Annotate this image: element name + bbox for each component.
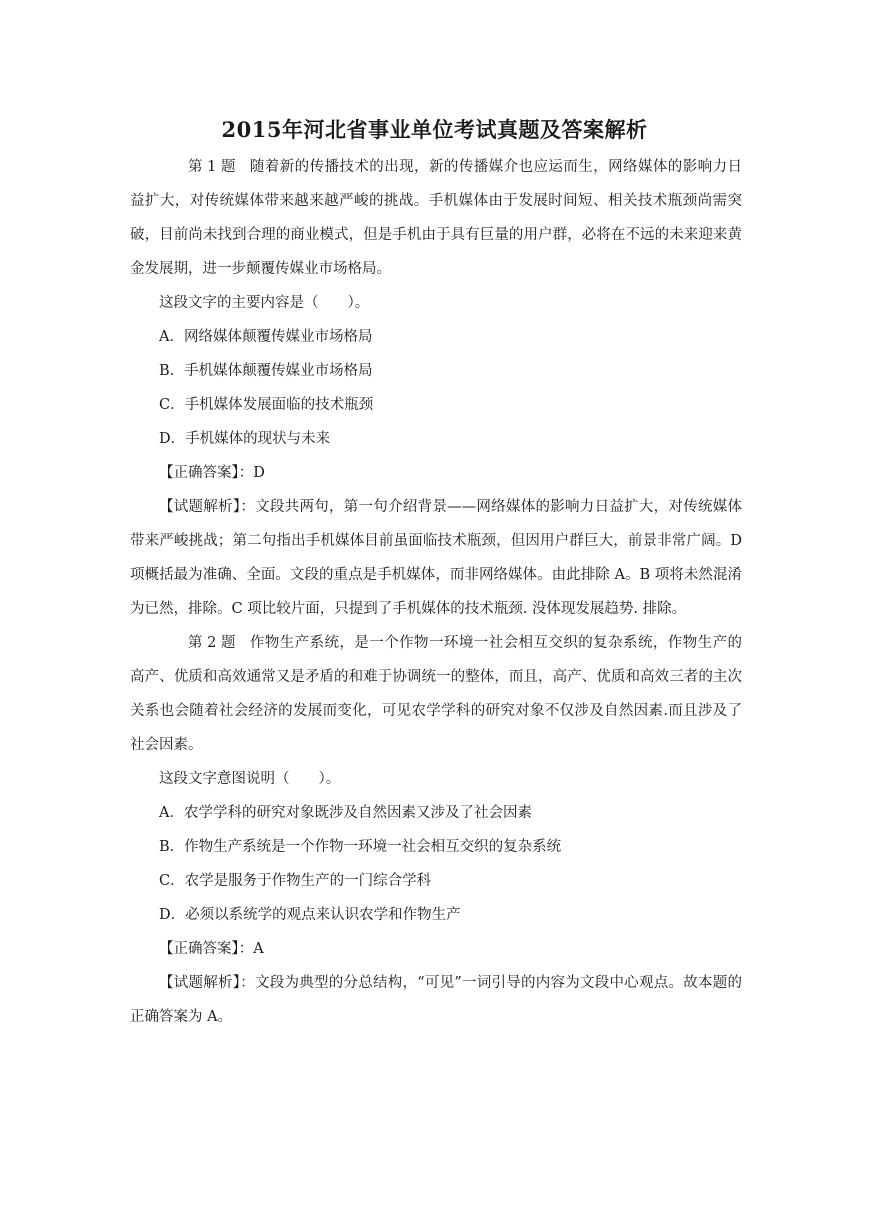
option-b: B．作物生产系统是一个作物一环境一社会相互交织的复杂系统 xyxy=(159,839,562,855)
analysis-label: 【试题解析】： xyxy=(159,499,256,515)
question-number: 第 2 题 xyxy=(188,635,236,651)
question-number: 第 1 题 xyxy=(188,159,236,175)
analysis-label: 【试题解析】： xyxy=(159,975,255,991)
option-a: A．农学学科的研究对象既涉及自然因素又涉及了社会因素 xyxy=(159,805,532,821)
analysis xyxy=(130,966,742,1034)
page-title: 2015年河北省事业单位考试真题及答案解析 xyxy=(221,117,648,142)
question-prompt: 这段文字意图说明（ ）。 xyxy=(159,771,341,787)
question-stem-text: 随着新的传播技术的出现，新的传播媒介也应运而生，网络媒体的影响力日益扩大，对传统媒体带来越来越严峻的挑战。手机媒体由于发展时间短、相关技术瓶颈尚需突破，目前尚未找到合理的商业模式，但是手机由于具有巨量的用户群，必将在不远的未来迎来黄金发展期，进一步颠覆传媒业市场格局。 xyxy=(130,159,742,277)
option-c: C．农学是服务于作物生产的一门综合学科 xyxy=(159,873,432,889)
correct-answer xyxy=(130,456,742,490)
analysis-text: 文段为典型的分总结构，“可见”一词引导的内容为文段中心观点。故本题的正确答案为 A。 xyxy=(130,975,743,1025)
analysis xyxy=(130,490,742,626)
option-c: C．手机媒体发展面临的技术瓶颈 xyxy=(159,397,374,413)
option-d: D．必须以系统学的观点来认识农学和作物生产 xyxy=(159,907,461,923)
option-d: D．手机媒体的现状与未来 xyxy=(159,431,331,447)
correct-answer-value: A xyxy=(253,941,264,957)
document-body xyxy=(130,150,742,1034)
option-a: A．网络媒体颠覆传媒业市场格局 xyxy=(159,329,373,345)
analysis-text: 文段共两句，第一句介绍背景——网络媒体的影响力日益扩大，对传统媒体带来严峻挑战；第二句指出手机媒体目前虽面临技术瓶颈，但因用户群巨大，前景非常广阔。D 项概括最为准确、全面。文段的重点是手机媒体，而非网络媒体。由此排除 A。B 项将未然混淆为已然，排除。C 项比较片面，只提到了手机媒体的技术瓶颈. 没体现发展趋势. 排除。 xyxy=(130,499,742,617)
question-stem xyxy=(130,626,742,762)
question-2 xyxy=(130,626,742,1034)
question-stem-text: 作物生产系统，是一个作物一环境一社会相互交织的复杂系统，作物生产的高产、优质和高效通常又是矛盾的和难于协调统一的整体，而且，高产、优质和高效三者的主次关系也会随着社会经济的发展而变化，可见农学学科的研究对象不仅涉及自然因素.而且涉及了社会因素。 xyxy=(130,635,742,753)
correct-answer-label: 【正确答案】： xyxy=(159,941,254,957)
question-stem xyxy=(130,150,742,286)
correct-answer xyxy=(130,932,742,966)
correct-answer-label: 【正确答案】： xyxy=(159,465,254,481)
option-b: B．手机媒体颠覆传媒业市场格局 xyxy=(159,363,373,379)
question-prompt: 这段文字的主要内容是（ ）。 xyxy=(159,295,370,311)
question-1 xyxy=(130,150,742,626)
correct-answer-value: D xyxy=(253,465,265,481)
